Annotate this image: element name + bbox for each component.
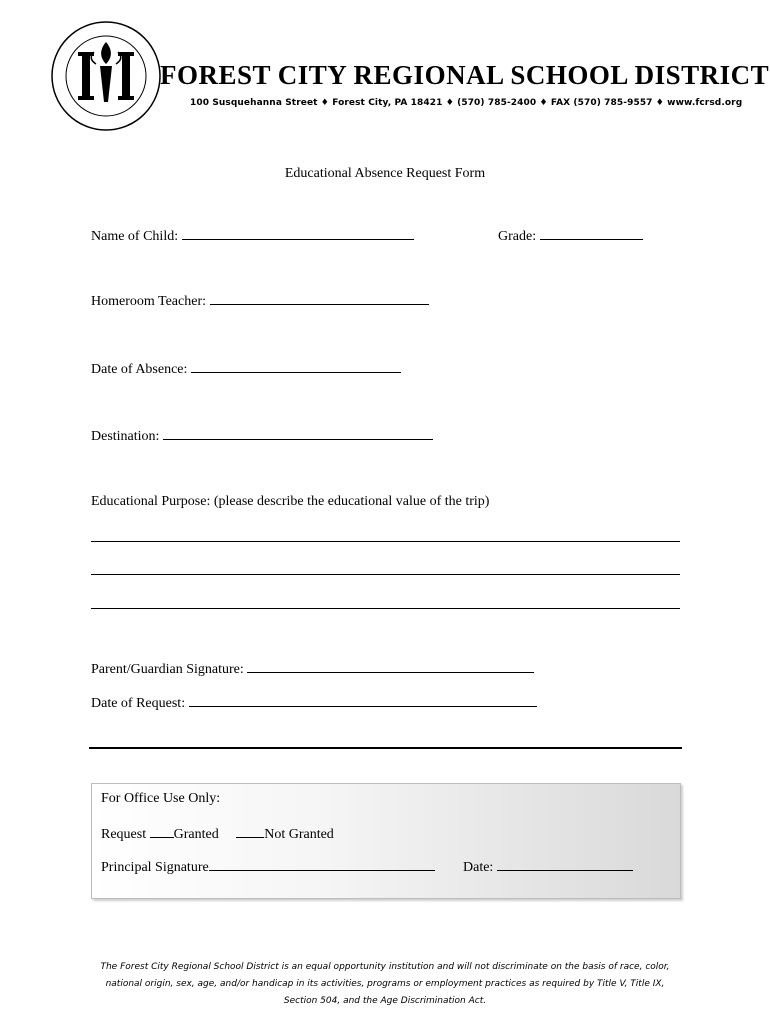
office-use-heading: For Office Use Only:	[101, 791, 221, 806]
parent-signature-blank[interactable]	[247, 660, 534, 673]
purpose-line-1[interactable]	[91, 541, 680, 542]
district-address: 100 Susquehanna Street ♦ Forest City, PA 18421 ♦ (570) 785-2400 ♦ FAX (570) 785-9557 ♦ www.fcrsd.org	[190, 98, 743, 108]
granted-label: Granted	[173, 827, 219, 842]
equal-opportunity-statement: The Forest City Regional School District is an equal opportunity institution and will not discriminate on the basis of race, color, national origin, sex, age, and/or handicap in its activities, programs or employment practices as required by Title V, Title IX, Section 504, and the Age Discrimination Act.	[100, 962, 670, 1006]
section-divider	[89, 747, 682, 749]
grade-label: Grade:	[498, 229, 537, 244]
request-decision-row	[101, 825, 334, 843]
destination-field[interactable]	[91, 427, 433, 445]
date-of-absence-label: Date of Absence:	[91, 362, 188, 377]
date-of-request-label: Date of Request:	[91, 696, 186, 711]
destination-blank[interactable]	[163, 427, 433, 440]
purpose-line-3[interactable]	[91, 608, 680, 609]
homeroom-teacher-label: Homeroom Teacher:	[91, 294, 206, 309]
parent-signature-field[interactable]	[91, 660, 534, 678]
office-use-panel	[91, 783, 681, 899]
parent-signature-label: Parent/Guardian Signature:	[91, 662, 244, 677]
homeroom-teacher-field[interactable]	[91, 292, 429, 310]
office-date-field[interactable]	[463, 858, 633, 876]
request-label: Request	[101, 827, 147, 842]
district-logo	[50, 20, 162, 132]
child-name-blank[interactable]	[182, 227, 414, 240]
date-of-absence-field[interactable]	[91, 360, 401, 378]
district-name: FOREST CITY REGIONAL SCHOOL DISTRICT	[160, 60, 770, 90]
granted-blank[interactable]	[150, 825, 174, 838]
destination-label: Destination:	[91, 429, 160, 444]
date-of-request-blank[interactable]	[189, 694, 537, 707]
office-date-label: Date:	[463, 860, 494, 875]
principal-signature-blank[interactable]	[209, 858, 435, 871]
not-granted-blank[interactable]	[236, 825, 264, 838]
child-name-label: Name of Child:	[91, 229, 179, 244]
grade-blank[interactable]	[540, 227, 643, 240]
principal-signature-label: Principal Signature	[101, 860, 209, 875]
homeroom-teacher-blank[interactable]	[210, 292, 429, 305]
not-granted-label: Not Granted	[264, 827, 334, 842]
principal-signature-field[interactable]	[101, 858, 435, 876]
office-date-blank[interactable]	[497, 858, 633, 871]
torch-seal-icon	[50, 20, 162, 132]
form-title: Educational Absence Request Form	[284, 166, 486, 181]
date-of-request-field[interactable]	[91, 694, 537, 712]
grade-field[interactable]	[498, 227, 643, 245]
child-name-field[interactable]	[91, 227, 414, 245]
educational-purpose-label: Educational Purpose: (please describe the educational value of the trip)	[91, 494, 490, 509]
date-of-absence-blank[interactable]	[191, 360, 401, 373]
purpose-line-2[interactable]	[91, 574, 680, 575]
